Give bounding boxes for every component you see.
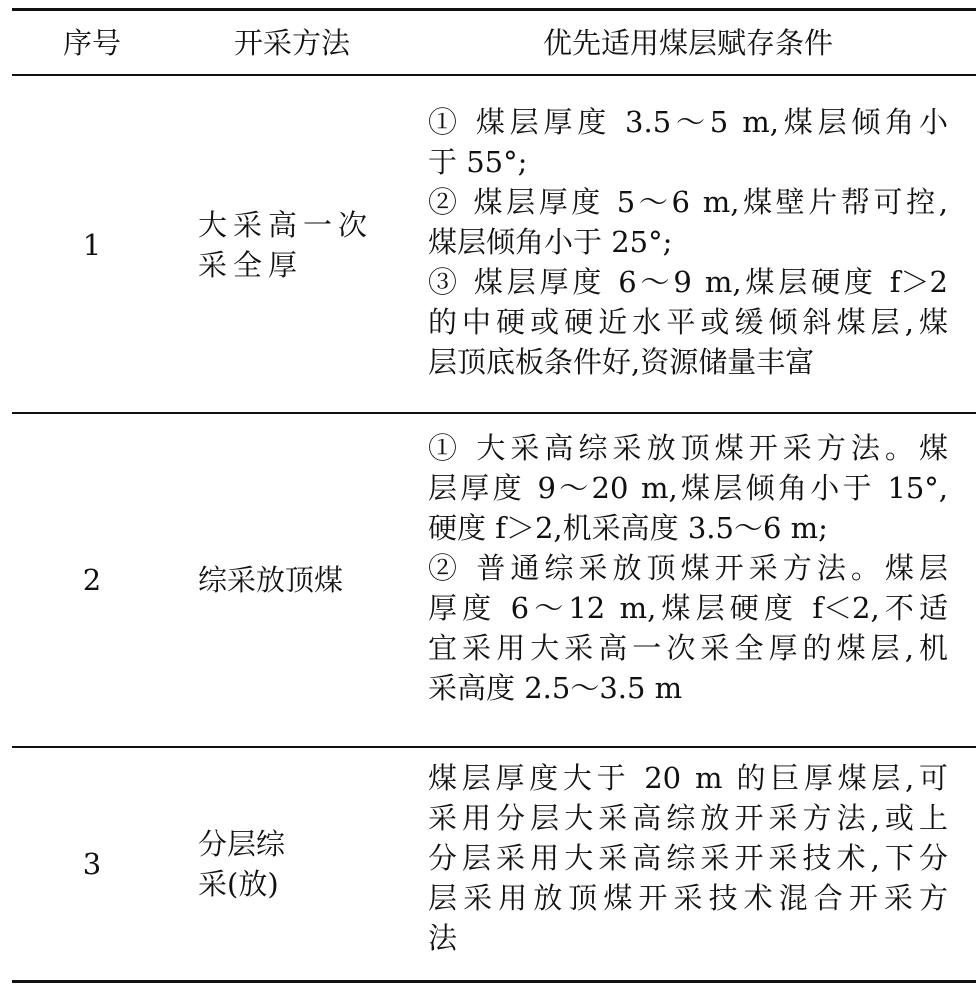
condition-line: ① 煤层厚度 3.5～5 m,煤层倾角小 (428, 105, 948, 139)
condition-line: 煤层倾角小于 25°; (428, 225, 673, 259)
condition-line: 于 55°; (428, 145, 528, 179)
table-row-1-conditions (428, 102, 948, 382)
row-number: 2 (82, 563, 102, 597)
header-conditions: 优先适用煤层赋存条件 (542, 26, 833, 60)
condition-line: 层顶底板条件好,资源储量丰富 (428, 345, 815, 379)
row-number: 1 (82, 228, 102, 262)
condition-line: ② 煤层厚度 5～6 m,煤壁片帮可控, (428, 185, 948, 219)
table-row-2-number (12, 416, 172, 744)
method-label: 综采放顶煤 (198, 563, 344, 597)
condition-line: 层采用放顶煤开采技术混合开采方 (428, 881, 948, 915)
header-method: 开采方法 (233, 26, 350, 60)
table-top-rule (12, 8, 976, 11)
header-number: 序号 (62, 26, 121, 60)
method-label: 大采高一次 采全厚 (198, 208, 374, 282)
condition-line: 采高度 2.5～3.5 m (428, 671, 683, 705)
condition-line: 采用分层大采高综放开采方法,或上 (428, 801, 948, 835)
condition-line: 层厚度 9～20 m,煤层倾角小于 15°, (428, 471, 948, 505)
condition-line: 煤层厚度大于 20 m 的巨厚煤层,可 (428, 761, 948, 795)
table-row-2-method (172, 416, 412, 744)
table-row-3-method (172, 750, 412, 978)
condition-line: ① 大采高综采放顶煤开采方法。煤 (428, 431, 948, 465)
row-number: 3 (82, 847, 102, 881)
condition-line: 硬度 f＞2,机采高度 3.5～6 m; (428, 511, 828, 545)
row-divider (12, 412, 976, 414)
condition-line: 法 (428, 921, 458, 955)
condition-line: 厚度 6～12 m,煤层硬度 f＜2,不适 (428, 591, 948, 625)
row-divider (12, 746, 976, 748)
condition-line: ③ 煤层厚度 6～9 m,煤层硬度 f＞2 (428, 265, 948, 299)
table-row-1-method (172, 80, 412, 410)
method-label: 分层综 采(放) (198, 827, 286, 901)
table-bottom-rule (12, 980, 976, 983)
header-bottom-rule (12, 74, 976, 76)
condition-line: 的中硬或硬近水平或缓倾斜煤层,煤 (428, 305, 948, 339)
table-row-1-number (12, 80, 172, 410)
condition-line: ② 普通综采放顶煤开采方法。煤层 (428, 551, 948, 585)
table-row-2-conditions (428, 428, 948, 708)
table-row-3-number (12, 750, 172, 978)
condition-line: 宜采用大采高一次采全厚的煤层,机 (428, 631, 948, 665)
table-row-3-conditions (428, 758, 948, 958)
condition-line: 分层采用大采高综采开采技术,下分 (428, 841, 948, 875)
